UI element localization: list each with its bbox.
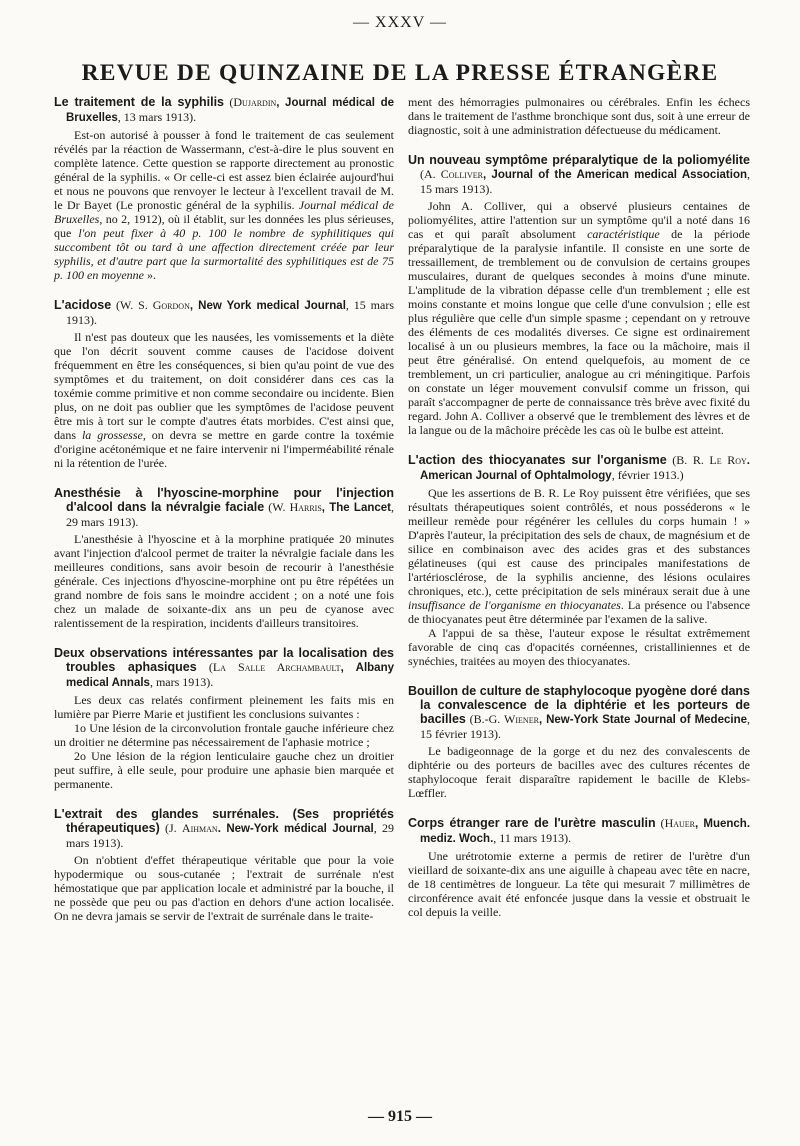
article-date: , 11 mars 1913). bbox=[493, 831, 572, 845]
article-continuation bbox=[408, 95, 750, 137]
article-author: Harris bbox=[289, 500, 322, 514]
article-heading: Bouillon de culture de staphylocoque pyogène doré dans la convalescence de la diphtérie et les porteurs de bacilles (B.-G. Wiener, New-York State Journal of Medecine, 15 février 1913). bbox=[408, 684, 750, 741]
article-journal: , The Lancet bbox=[321, 502, 391, 514]
article-date: , mars 1913). bbox=[149, 675, 214, 689]
article-author: Wiener bbox=[504, 712, 539, 726]
article-journal: , Journal of the American medical Association bbox=[482, 169, 747, 181]
article-title: Bouillon de culture de staphylocoque pyogène doré dans la convalescence de la diphtérie et les porteurs de bacilles bbox=[408, 684, 750, 726]
page-roman-number: — XXXV — bbox=[353, 14, 447, 31]
article-heading: L'extrait des glandes surrénales. (Ses propriétés thérapeutiques) (J. Aihman. New-York médical Journal, 29 mars 1913). bbox=[54, 807, 395, 850]
article-journal: . American Journal of Ophtalmology bbox=[420, 455, 750, 482]
page-title: REVUE DE QUINZAINE DE LA PRESSE ÉTRANGÈRE bbox=[81, 60, 719, 86]
article-date: , 15 mars 1913). bbox=[66, 298, 394, 327]
list-item: 2o Une lésion de la région lenticulaire gauche chez un droitier peut suffire, à elle seule, pour produire une aphasie bien marquée et permanente. bbox=[54, 749, 394, 791]
article-date: , février 1913.) bbox=[611, 468, 684, 482]
article-aphasie bbox=[54, 646, 394, 791]
article-date: , 29 mars 1913). bbox=[66, 821, 395, 850]
source-open: ( bbox=[224, 95, 234, 109]
article-title: L'extrait des glandes surrénales. (Ses propriétés thérapeutiques) bbox=[54, 807, 394, 835]
article-body: On n'obtient d'effet thérapeutique véritable que pour la voie hypodermique ou sous-cutanée ; l'extrait de surrénale n'est hémostatique que par application locale et administré par la bouche, il ne possède que peu ou pas d'action en dehors d'une action localisée. On ne devra jamais se servir de l'extrait de surrénale dans le traite- bbox=[54, 853, 394, 923]
article-journal: . New-York médical Journal bbox=[217, 823, 374, 835]
article-body: Est-on autorisé à pousser à fond le traitement de cas seulement révélés par la réaction de Wassermann, c'est-à-dire le plus souvent en complète latence. Cette question se rapporte directement au pronostic général de la syphilis. « Or celle-ci est assez bien éclairée aujourd'hui et nous ne pouvons que renvoyer le lecteur à l'excellent travail de M. le Dr Bayet (Le pronostic général de la syphilis. Journal médical de Bruxelles, no 2, 1912), où il établit, sur les données les plus sérieuses, que l'on peut fixer à 40 p. 100 le nombre de syphilitiques qui succombent tôt ou tard à une affection directement créée par leur syphilis, et d'autre part que la surmortalité des syphilitiques est de 75 p. 100 en moyenne ». bbox=[54, 128, 395, 282]
article-date: , 15 février 1913). bbox=[420, 712, 750, 741]
article-body: A l'appui de sa thèse, l'auteur expose le résultat extrêmement favorable de cinq cas d'opacités cornéennes, cristalliniennes et de synéchies, traitées au moyen des thiocyanates. bbox=[408, 626, 750, 668]
article-date: , 15 mars 1913). bbox=[420, 167, 750, 196]
article-poliomyelite bbox=[408, 153, 750, 437]
article-journal: , Albany medical Annals bbox=[66, 662, 394, 689]
article-title: Deux observations intéressantes par la localisation des troubles aphasiques bbox=[54, 646, 394, 674]
article-body: L'anesthésie à l'hyoscine et à la morphine pratiquée 20 minutes avant l'injection d'alcool permet de traiter la névralgie faciale dans les meilleures conditions, sans avoir besoin de recourir à l'anesthésie générale. Ces injections d'hyoscine-morphine ont pu être répétées un grand nombre de fois sans le moindre accident ; on a noté une fois chez un malade de soixante-dix ans un peu de cyanose avec ralentissement de la respiration, incidents d'ailleurs transitoires. bbox=[54, 532, 394, 630]
article-body: Il n'est pas douteux que les nausées, les vomissements et la diète que l'on décrit souvent comme causes de l'acidose doivent fréquemment en être les conséquences, si bien qu'au point de vue des symptômes et du traitement, on doit considérer dans ces cas la toxémie comme primitive et non comme secondaire ou incidente. Bien plus, on ne doit pas oublier que les symptômes de l'acidose peuvent être mis à tort sur le compte d'autres états morbides. C'est ainsi que, dans la grossesse, on devra se mettre en garde contre la toxémie d'origine acétonémique et ne faire intervenir ni l'imperméabilité rénale ni la rétention de l'urée. bbox=[54, 330, 395, 470]
article-journal: , Journal médical de Bruxelles bbox=[66, 97, 394, 124]
article-surrenales bbox=[54, 807, 394, 923]
list-item: 1o Une lésion de la circonvolution frontale gauche inférieure chez un droitier ne détermine pas nécessairement de l'aphasie motrice ; bbox=[54, 721, 394, 749]
article-acidose bbox=[54, 298, 394, 470]
article-author: La Salle Archambault bbox=[212, 660, 341, 674]
article-body: Que les assertions de B. R. Le Roy puissent être vérifiées, que ses résultats thérapeutiques soient contrôlés, et nous posséderons « le meilleur remède pour régénérer les cellules du corps humain ! » D'après l'auteur, la précipitation des sels de chaux, de magnésium et de silice en combinaison avec des acides gras et des substances gélatineuses (qui est cause des principales manifestations de l'artériosclérose, de la syphilis ancienne, des lésions oculaires chroniques, etc.), cette précipitation de sels minéraux serait due à une insuffisance de l'organisme en thiocyanates. La présence ou l'absence de thiocyanates peut être déterminée par l'examen de la salive. bbox=[408, 486, 750, 626]
article-author: Le Roy bbox=[709, 453, 747, 467]
article-date: , 29 mars 1913). bbox=[66, 500, 394, 529]
article-heading: Deux observations intéressantes par la localisation des troubles aphasiques (La Salle Archambault, Albany medical Annals, mars 1913). bbox=[54, 646, 394, 689]
article-journal: , New-York State Journal of Medecine bbox=[538, 714, 747, 726]
article-thiocyanates bbox=[408, 453, 750, 668]
article-title: Le traitement de la syphilis bbox=[54, 95, 224, 109]
article-author: Hauer bbox=[664, 816, 696, 830]
article-body: Le badigeonnage de la gorge et du nez des convalescents de diphtérie ou des porteurs de bacilles avec des cultures récentes de staphylocoque ferait disparaître rapidement le bacille de Klebs-Lœffler. bbox=[408, 744, 750, 800]
article-author: Gordon bbox=[152, 298, 190, 312]
article-heading: L'acidose (W. S. Gordon, New York medical Journal, 15 mars 1913). bbox=[54, 298, 394, 327]
article-heading: Un nouveau symptôme préparalytique de la poliomyélite (A. Colliver, Journal of the American medical Association, 15 mars 1913). bbox=[408, 153, 750, 196]
article-body: Une urétrotomie externe a permis de retirer de l'urètre d'un vieillard de soixante-dix ans une aiguille à chapeau avec tête en nacre, de 18 centimètres de longueur. La tête qui mesurait 7 millimètres de circonférence avait été enfoncée jusque dans la vessie et obstruait le col depuis la veille. bbox=[408, 849, 750, 919]
article-heading: Anesthésie à l'hyoscine-morphine pour l'injection d'alcool dans la névralgie faciale (W. Harris, The Lancet, 29 mars 1913). bbox=[54, 486, 394, 529]
left-column bbox=[54, 95, 394, 931]
article-author: Dujardin bbox=[233, 95, 277, 109]
page-number: — 915 — bbox=[368, 1108, 432, 1125]
article-syphilis bbox=[54, 95, 394, 282]
article-staphylocoque bbox=[408, 684, 750, 800]
article-body: John A. Colliver, qui a observé plusieurs centaines de poliomyélites, attire l'attention sur un symptôme qu'il a noté dans 16 cas et qui paraît absolument caractéristique de la période préparalytique de la paralysie infantile. Il consiste en une sorte de tressaillement, de tremblement ou de convulsion de certains groupes musculaires, durant de quelques secondes à moins d'une minute. L'amplitude de la vibration dépasse celle d'un tremblement ; elle est moins constante et moins longue que celle d'une convulsion ; elle est plus régulière que celle d'un simple spasme ; cependant on y retrouve des éléments de ces modalités diverses. Ce signe est ordinairement localisé à un ou plusieurs membres, la face ou la mâchoire, mais il peut être généralisé. On entend quelquefois, au moment de ce tremblement, un cri particulier, analogue au cri méningitique. Parfois on constate un léger mouvement convulsif comme un frisson, qui paraît s'accompagner de perte de connaissance très brève avec fixité du regard. John A. Colliver a observé que le tremblement des lèvres et de la langue ou de la mâchoire précède les cas où le bulbe est atteint. bbox=[408, 199, 750, 437]
article-journal: , New York medical Journal bbox=[189, 300, 346, 312]
article-title: L'acidose bbox=[54, 298, 112, 312]
article-heading bbox=[54, 95, 394, 125]
article-anesthesie bbox=[54, 486, 394, 630]
article-title: Corps étranger rare de l'urètre masculin bbox=[408, 816, 656, 830]
article-author: Aihman bbox=[181, 821, 218, 835]
article-author: Colliver bbox=[440, 167, 483, 181]
article-uretre bbox=[408, 816, 750, 919]
article-date: , 13 mars 1913). bbox=[117, 110, 197, 124]
article-title: Anesthésie à l'hyoscine-morphine pour l'injection d'alcool dans la névralgie faciale bbox=[54, 486, 394, 514]
article-heading: L'action des thiocyanates sur l'organisme (B. R. Le Roy. American Journal of Ophtalmology, février 1913.) bbox=[408, 453, 750, 482]
article-title: L'action des thiocyanates sur l'organisme bbox=[408, 453, 667, 467]
article-journal: , Muench. mediz. Woch. bbox=[420, 818, 751, 845]
article-title: Un nouveau symptôme préparalytique de la poliomyélite bbox=[408, 153, 750, 167]
article-body: Les deux cas relatés confirment pleinement les faits mis en lumière par Pierre Marie et justifient les conclusions suivantes : bbox=[54, 693, 394, 721]
article-body-continued: ment des hémorragies pulmonaires ou cérébrales. Enfin les échecs dans le traitement de l'asthme bronchique sont dus, soit à une erreur de diagnostic, soit à une administration défectueuse du médicament. bbox=[408, 95, 750, 137]
right-column bbox=[408, 95, 750, 927]
article-heading: Corps étranger rare de l'urètre masculin (Hauer, Muench. mediz. Woch., 11 mars 1913). bbox=[408, 816, 751, 845]
